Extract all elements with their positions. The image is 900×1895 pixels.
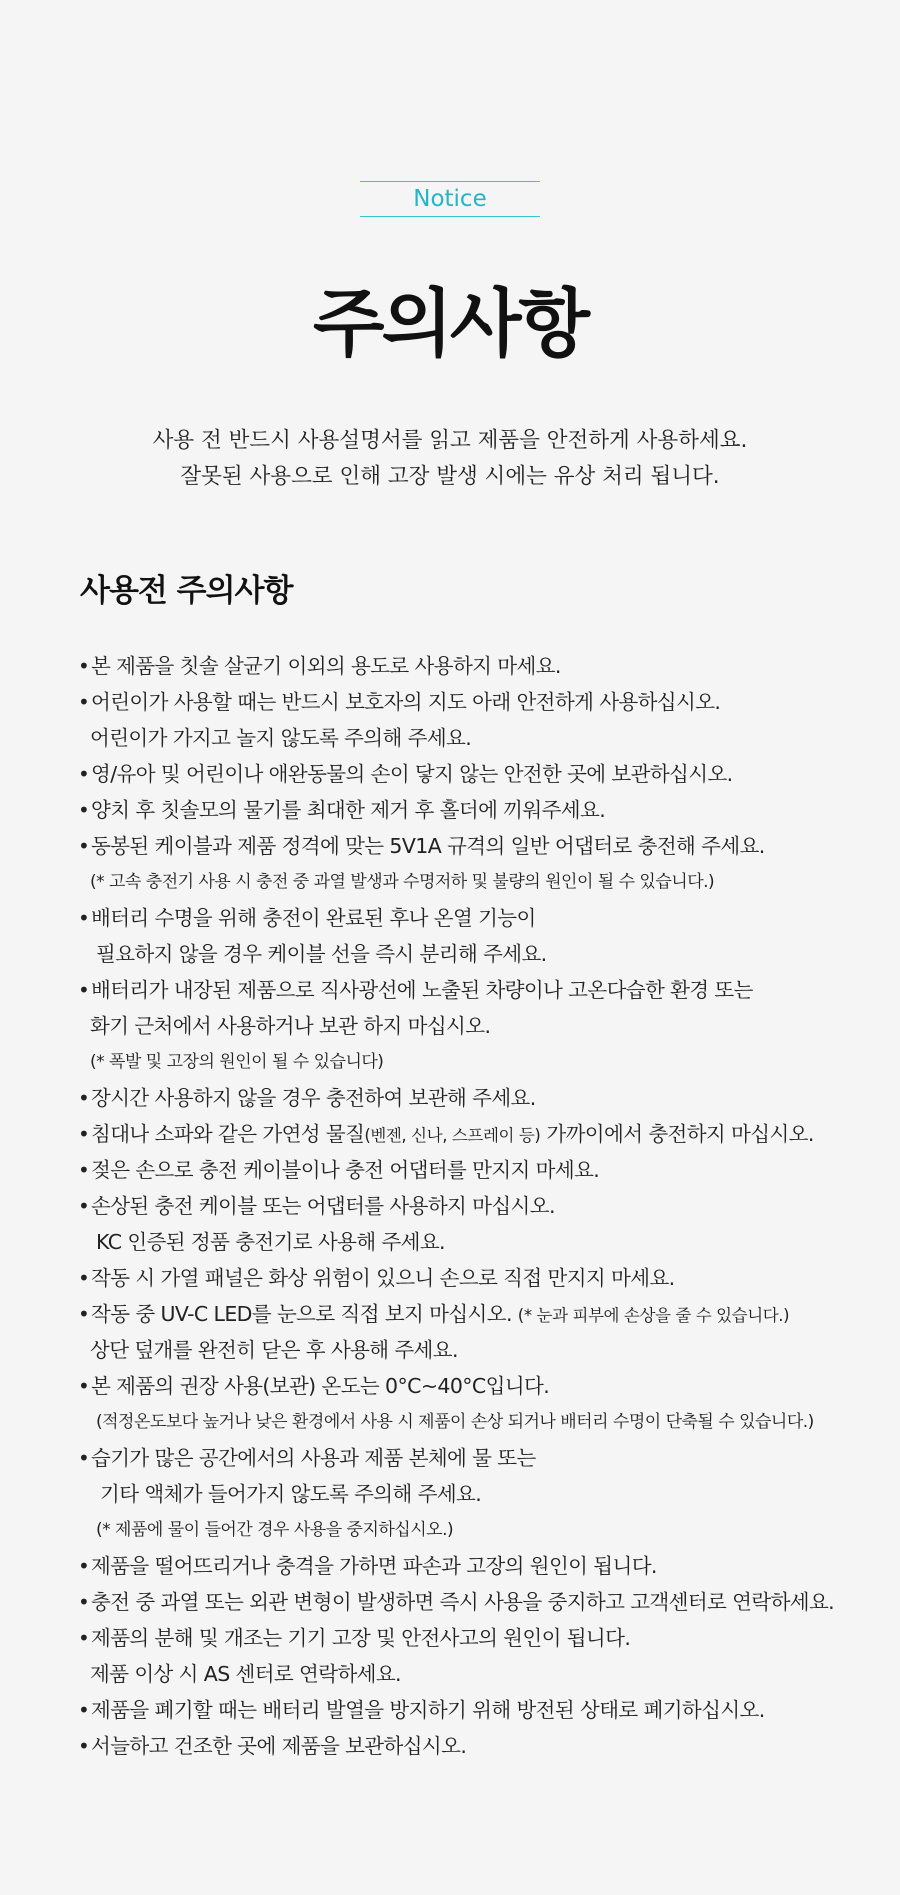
bullet: • <box>78 978 90 1002</box>
bullet: • <box>78 1158 90 1182</box>
list-item-continuation: 제품 이상 시 AS 센터로 연락하세요. <box>90 1662 401 1686</box>
list-item-continuation: 상단 덮개를 완전히 닫은 후 사용해 주세요. <box>90 1338 458 1362</box>
list-item-continuation: 필요하지 않을 경우 케이블 선을 즉시 분리해 주세요. <box>96 942 547 966</box>
list-item: •제품의 분해 및 개조는 기기 고장 및 안전사고의 원인이 됩니다. <box>78 1620 878 1656</box>
list-item-note: (* 폭발 및 고장의 원인이 될 수 있습니다) <box>90 1052 384 1072</box>
bullet: • <box>78 1446 90 1470</box>
bullet: • <box>78 1086 90 1110</box>
bullet: • <box>78 1698 90 1722</box>
list-item: •작동 중 UV-C LED를 눈으로 직접 보지 마십시오. (* 눈과 피부에 손상을 줄 수 있습니다.) <box>78 1296 878 1332</box>
list-item-continuation: 어린이가 가지고 놀지 않도록 주의해 주세요. <box>90 726 472 750</box>
list-item: •동봉된 케이블과 제품 정격에 맞는 5V1A 규격의 일반 어댑터로 충전해 주세요. <box>78 828 878 864</box>
list-item: •배터리가 내장된 제품으로 직사광선에 노출된 차량이나 고온다습한 환경 또는 <box>78 972 878 1008</box>
list-item: •어린이가 사용할 때는 반드시 보호자의 지도 아래 안전하게 사용하십시오. <box>78 684 878 720</box>
list-item: •충전 중 과열 또는 외관 변형이 발생하면 즉시 사용을 중지하고 고객센터로 연락하세요. <box>78 1584 878 1620</box>
list-item: •젖은 손으로 충전 케이블이나 충전 어댑터를 만지지 마세요. <box>78 1152 878 1188</box>
section-title: 사용전 주의사항 <box>80 573 293 609</box>
list-item: •침대나 소파와 같은 가연성 물질(벤젠, 신나, 스프레이 등) 가까이에서 충전하지 마십시오. <box>78 1116 878 1152</box>
list-item-continuation: 화기 근처에서 사용하거나 보관 하지 마십시오. <box>90 1014 491 1038</box>
precautions-list <box>78 648 878 1764</box>
bullet: • <box>78 1554 90 1578</box>
list-item: •서늘하고 건조한 곳에 제품을 보관하십시오. <box>78 1728 878 1764</box>
bullet: • <box>78 834 90 858</box>
intro-text <box>0 423 900 495</box>
bullet: • <box>78 1122 90 1146</box>
bullet: • <box>78 762 90 786</box>
bullet: • <box>78 690 90 714</box>
bullet: • <box>78 654 90 678</box>
list-item-continuation: KC 인증된 정품 충전기로 사용해 주세요. <box>96 1230 445 1254</box>
inline-note: (벤젠, 신나, 스프레이 등) <box>364 1126 541 1145</box>
list-item-note: (* 제품에 물이 들어간 경우 사용을 중지하십시오.) <box>96 1520 454 1540</box>
list-item-continuation: 기타 액체가 들어가지 않도록 주의해 주세요. <box>100 1482 482 1506</box>
page-title: 주의사항 <box>313 281 587 367</box>
bullet: • <box>78 1734 90 1758</box>
notice-badge: Notice <box>360 181 540 217</box>
list-item: •양치 후 칫솔모의 물기를 최대한 제거 후 홀더에 끼워주세요. <box>78 792 878 828</box>
bullet: • <box>78 1626 90 1650</box>
bullet: • <box>78 1374 90 1398</box>
list-item: •손상된 충전 케이블 또는 어댑터를 사용하지 마십시오. <box>78 1188 878 1224</box>
list-item: •배터리 수명을 위해 충전이 완료된 후나 온열 기능이 <box>78 900 878 936</box>
list-item: •습기가 많은 공간에서의 사용과 제품 본체에 물 또는 <box>78 1440 878 1476</box>
intro-line: 사용 전 반드시 사용설명서를 읽고 제품을 안전하게 사용하세요. <box>152 428 748 453</box>
list-item: •본 제품의 권장 사용(보관) 온도는 0°C~40°C입니다. <box>78 1368 878 1404</box>
bullet: • <box>78 1194 90 1218</box>
list-item: •장시간 사용하지 않을 경우 충전하여 보관해 주세요. <box>78 1080 878 1116</box>
bullet: • <box>78 906 90 930</box>
list-item-note: (적정온도보다 높거나 낮은 환경에서 사용 시 제품이 손상 되거나 배터리 수명이 단축될 수 있습니다.) <box>96 1412 814 1432</box>
list-item-note: (* 고속 충전기 사용 시 충전 중 과열 발생과 수명저하 및 불량의 원인이 될 수 있습니다.) <box>90 872 715 892</box>
intro-line: 잘못된 사용으로 인해 고장 발생 시에는 유상 처리 됩니다. <box>180 464 720 489</box>
list-item: •영/유아 및 어린이나 애완동물의 손이 닿지 않는 안전한 곳에 보관하십시오. <box>78 756 878 792</box>
inline-note: (* 눈과 피부에 손상을 줄 수 있습니다.) <box>517 1306 790 1325</box>
list-item: •작동 시 가열 패널은 화상 위험이 있으니 손으로 직접 만지지 마세요. <box>78 1260 878 1296</box>
bullet: • <box>78 798 90 822</box>
list-item: •제품을 폐기할 때는 배터리 발열을 방지하기 위해 방전된 상태로 폐기하십시오. <box>78 1692 878 1728</box>
list-item: •본 제품을 칫솔 살균기 이외의 용도로 사용하지 마세요. <box>78 648 878 684</box>
bullet: • <box>78 1590 90 1614</box>
list-item: •제품을 떨어뜨리거나 충격을 가하면 파손과 고장의 원인이 됩니다. <box>78 1548 878 1584</box>
bullet: • <box>78 1302 90 1326</box>
bullet: • <box>78 1266 90 1290</box>
